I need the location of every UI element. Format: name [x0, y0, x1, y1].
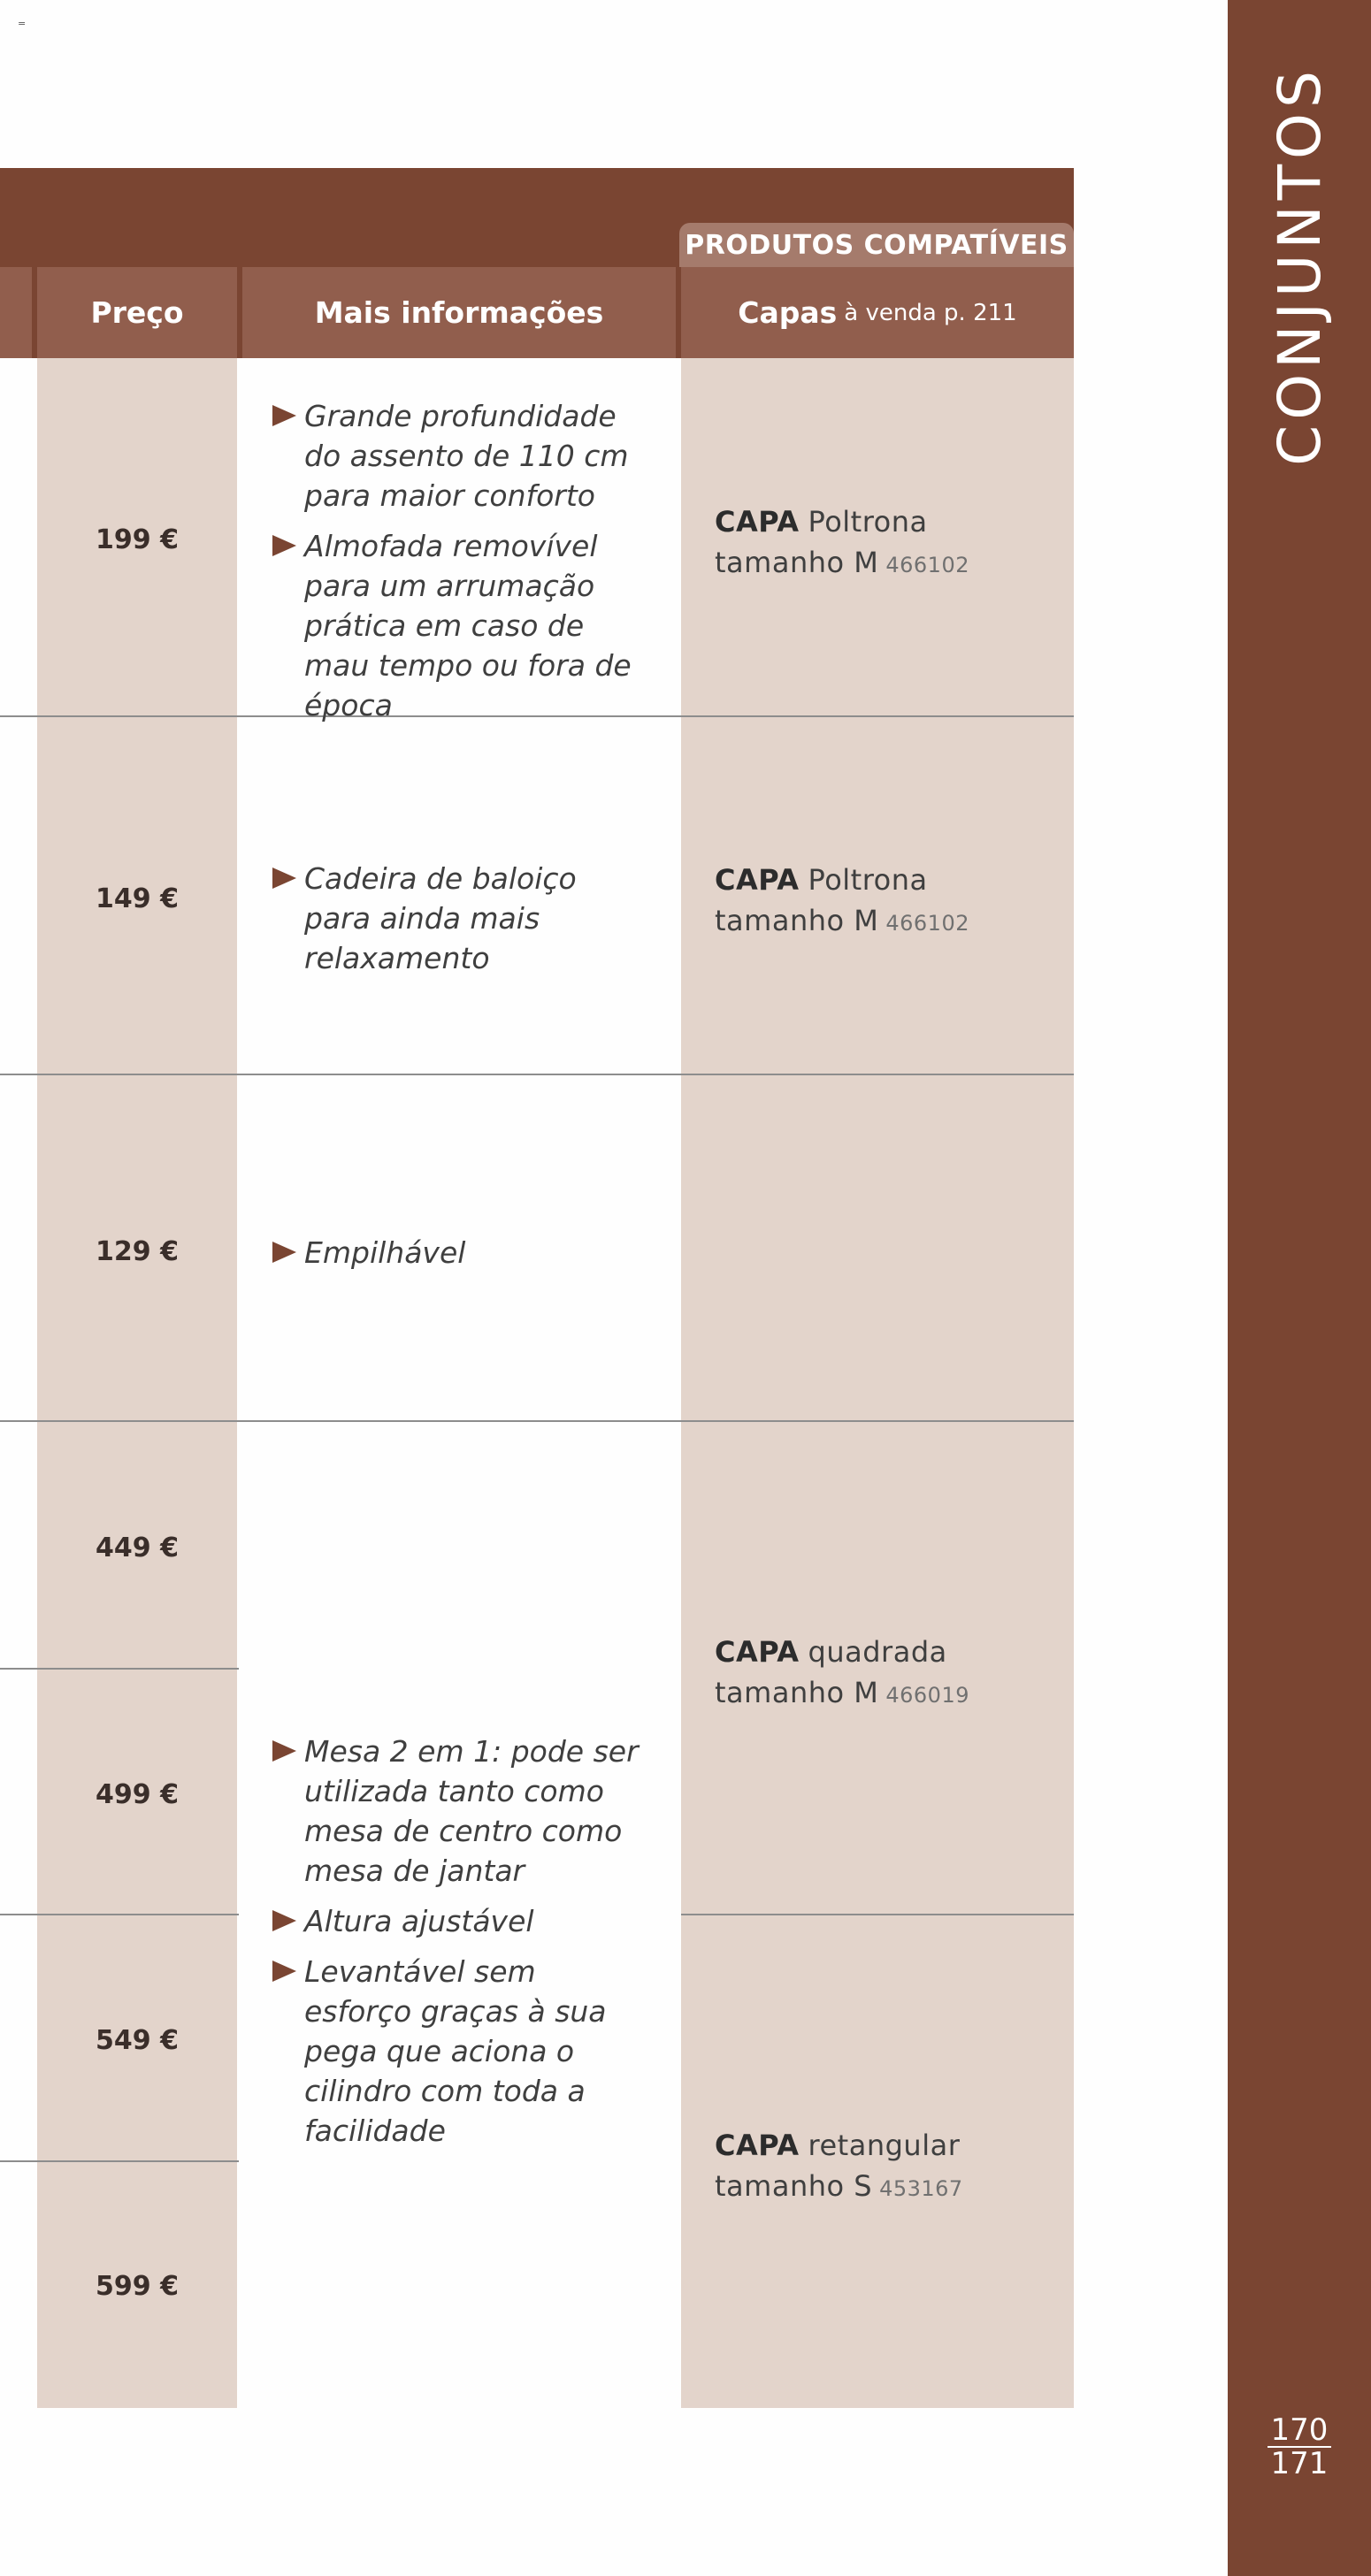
row-divider — [681, 1914, 1074, 1915]
triangle-bullet-icon — [272, 405, 296, 426]
page-numbers — [1228, 2414, 1371, 2480]
row-divider — [0, 1668, 239, 1670]
info-bullet: Almofada removível para um arrumação prática em caso de mau tempo ou fora de época — [272, 526, 644, 725]
info-bullet: Cadeira de baloiço para ainda mais relaxamento — [272, 859, 644, 978]
header-price: Preço — [37, 267, 237, 358]
info-bullet: Grande profundidade do assento de 110 cm para maior conforto — [272, 396, 644, 516]
section-title: CONJUNTOS — [1265, 65, 1334, 466]
cover-cell: CAPA Poltrona tamanho M 466102 — [715, 863, 969, 937]
header-covers-sub: à venda p. 211 — [844, 299, 1017, 326]
row-divider — [0, 1420, 1074, 1422]
cover-cell: CAPA retangular tamanho S 453167 — [715, 2129, 963, 2203]
price-cell: 549 € — [96, 2025, 179, 2056]
price-column — [37, 358, 237, 2408]
cover-cell: CAPA quadrada tamanho M 466019 — [715, 1635, 969, 1709]
info-cell-row1 — [272, 396, 644, 736]
info-cell-row2 — [272, 859, 644, 989]
row-divider — [0, 2160, 239, 2162]
row-divider — [0, 1914, 239, 1915]
price-cell: 129 € — [96, 1236, 179, 1267]
header-cell-prev — [0, 267, 32, 358]
price-cell: 599 € — [96, 2271, 179, 2302]
covers-column — [681, 358, 1074, 2408]
price-cell: 199 € — [96, 524, 179, 555]
info-cell-row4 — [272, 1731, 644, 2161]
header-more-info: Mais informações — [242, 267, 676, 358]
info-bullet: Empilhável — [272, 1233, 644, 1273]
triangle-bullet-icon — [272, 868, 296, 889]
triangle-bullet-icon — [272, 1961, 296, 1982]
triangle-bullet-icon — [272, 535, 296, 556]
page-number-left: 170 — [1268, 2414, 1332, 2448]
header-covers-label: Capas — [738, 295, 838, 330]
info-bullet: Altura ajustável — [272, 1901, 644, 1941]
info-cell-row3 — [272, 1233, 644, 1283]
info-bullet: Mesa 2 em 1: pode ser utilizada tanto como mesa de centro como mesa de jantar — [272, 1731, 644, 1891]
triangle-bullet-icon — [272, 1910, 296, 1931]
info-bullet: Levantável sem esforço graças à sua pega que aciona o cilindro com toda a facilidade — [272, 1952, 644, 2151]
price-cell: 149 € — [96, 883, 179, 914]
price-cell: 449 € — [96, 1533, 179, 1563]
top-mark: = — [18, 18, 27, 29]
header-covers — [681, 267, 1074, 358]
price-cell: 499 € — [96, 1779, 179, 1810]
row-divider — [0, 1074, 1074, 1075]
page-number-right: 171 — [1270, 2446, 1329, 2481]
compatible-products-tab: PRODUTOS COMPATÍVEIS — [679, 223, 1074, 267]
triangle-bullet-icon — [272, 1740, 296, 1762]
triangle-bullet-icon — [272, 1242, 296, 1263]
cover-cell: CAPA Poltrona tamanho M 466102 — [715, 505, 969, 579]
